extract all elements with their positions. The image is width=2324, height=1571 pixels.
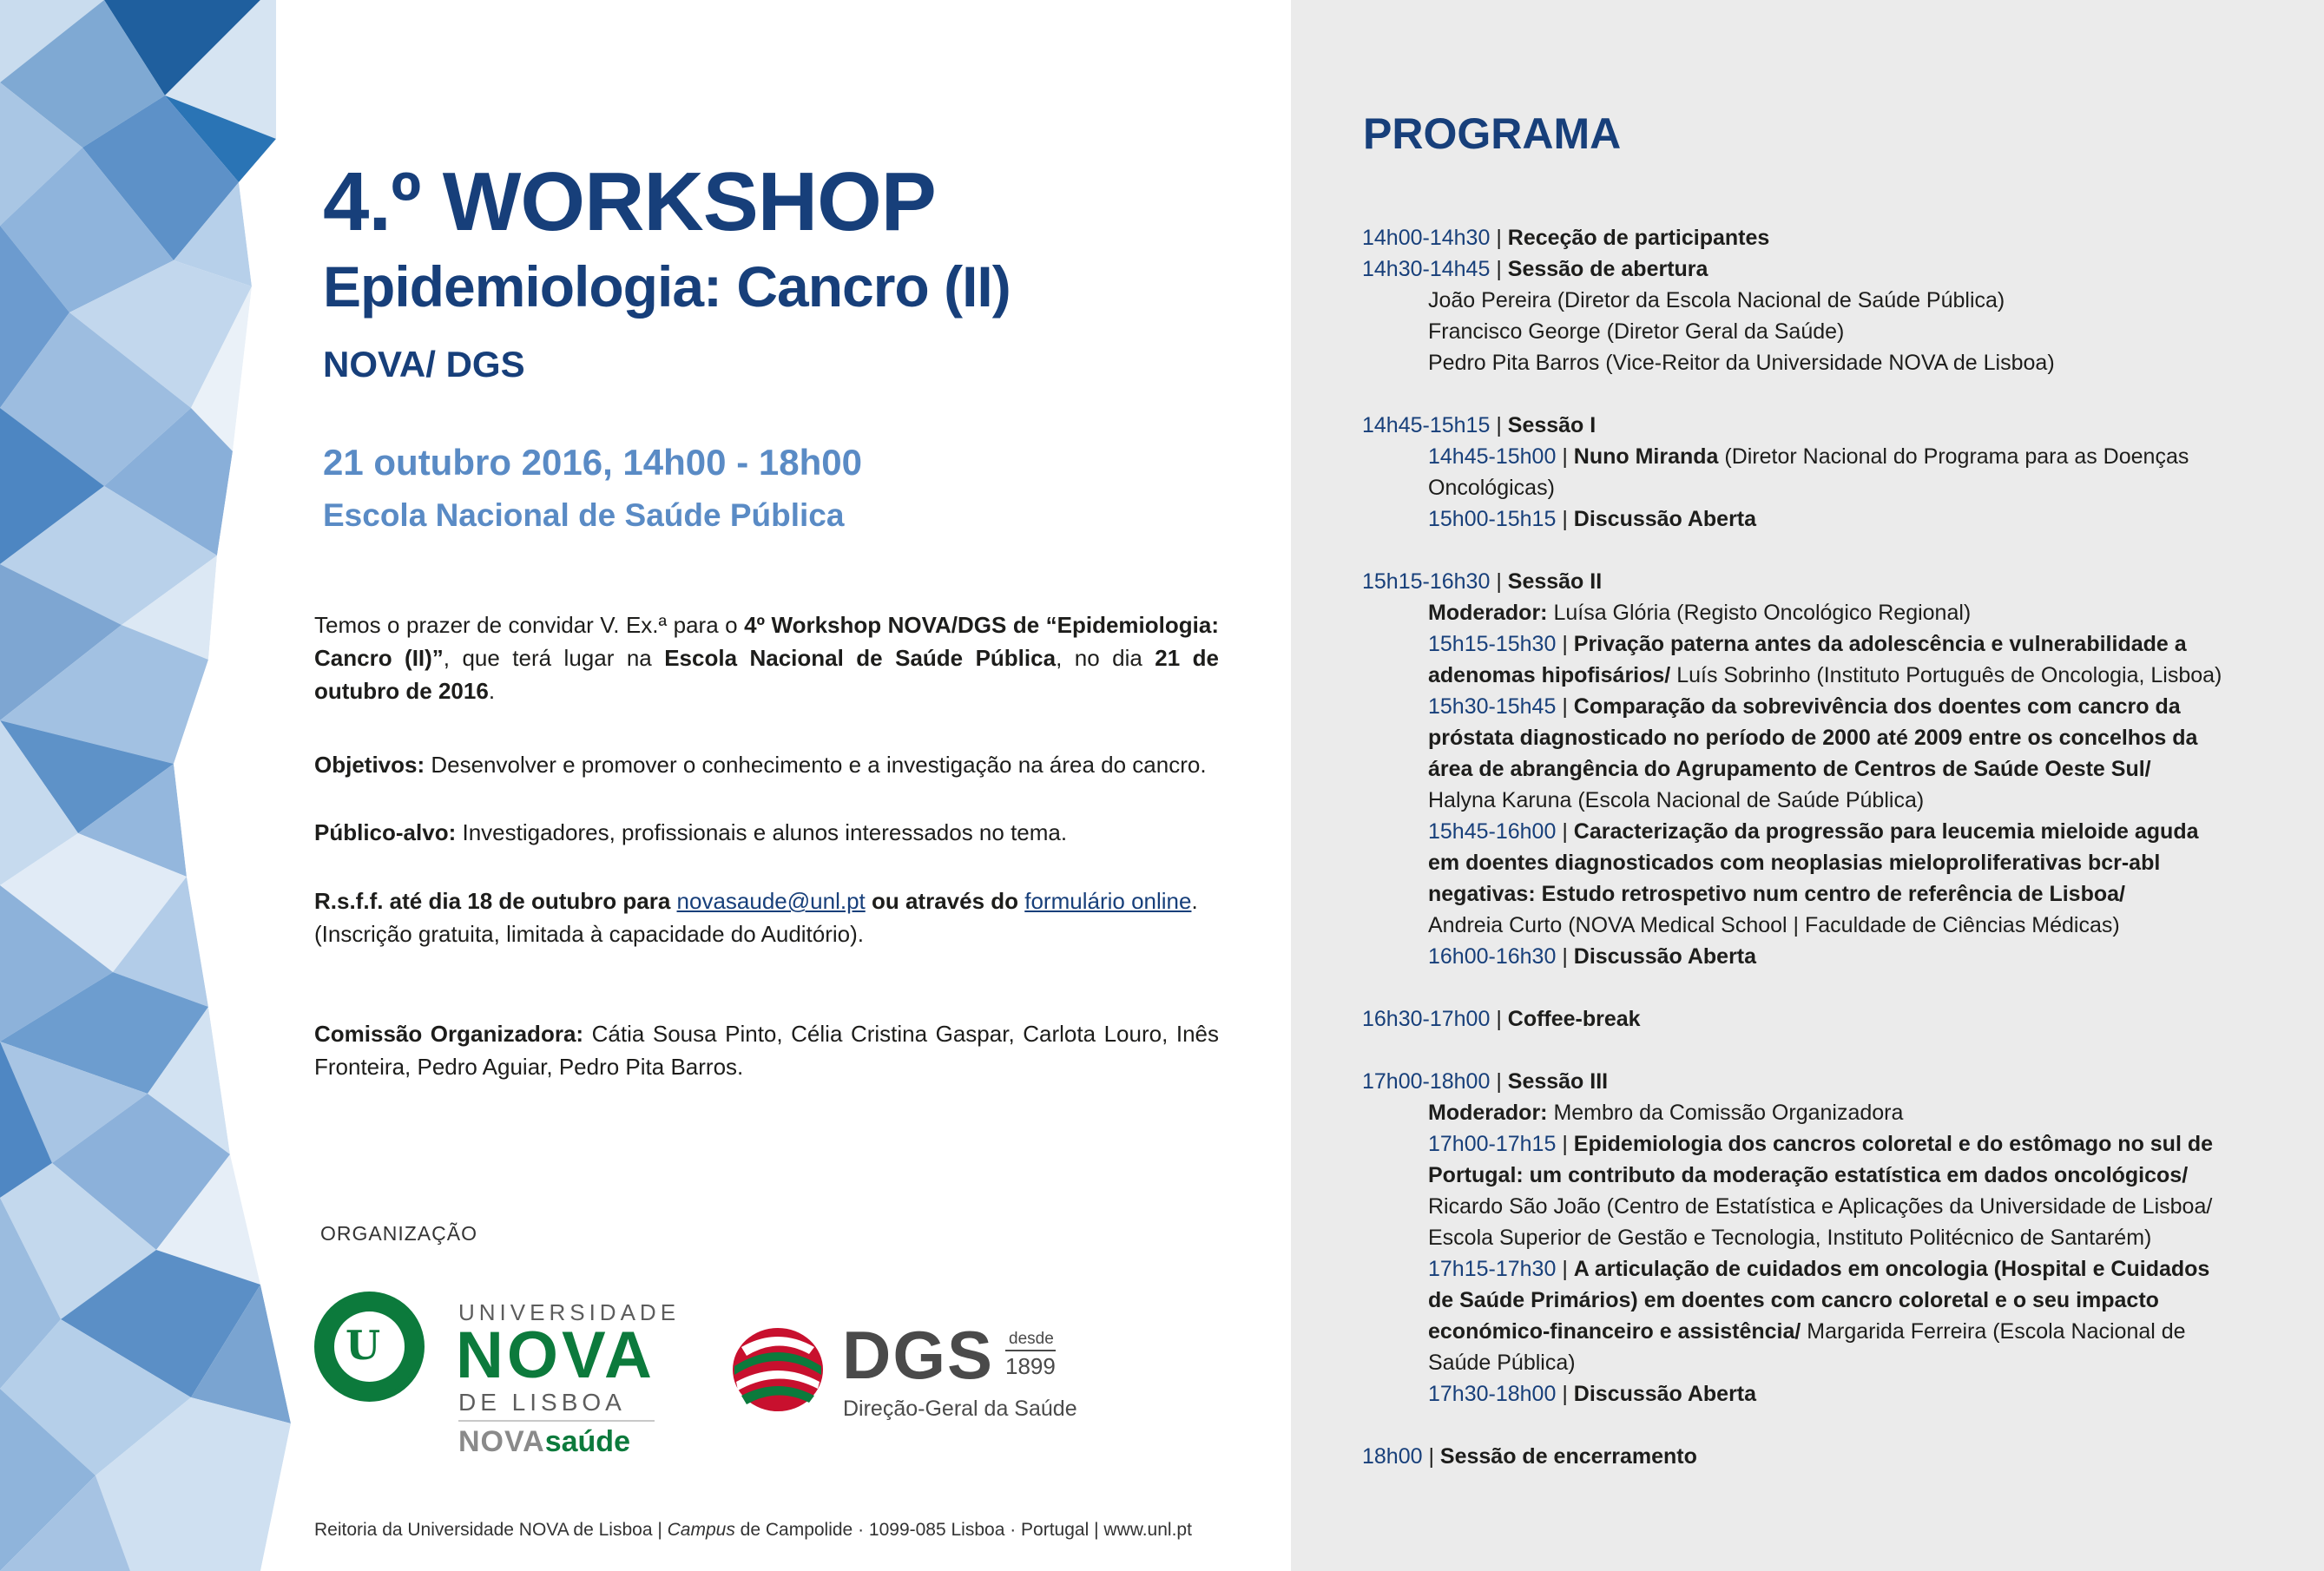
audience-text: Investigadores, profissionais e alunos interessados no tema. xyxy=(456,819,1068,845)
dgs-year: 1899 xyxy=(1005,1350,1056,1380)
unl-logo-line1: UNIVERSIDADE xyxy=(458,1299,681,1325)
footer-text: Reitoria da Universidade NOVA de Lisboa | xyxy=(314,1520,668,1540)
program-item: 17h00-18h00 | Sessão III xyxy=(1362,1069,1609,1094)
workshop-title: 4.º WORKSHOP xyxy=(323,155,936,248)
online-form-link[interactable]: formulário online xyxy=(1024,888,1192,914)
program-talk: 15h45-16h00 | Caracterização da progressão para leucemia mieloide aguda em doentes diagnosticados com neoplasias mieloproliferativas bcr-abl negativas: Estudo retrospetivo num centro de referência de Lisboa/ Andreia Curto (NOVA Medical School | Faculdade de Ciências Médicas) xyxy=(1428,819,2199,937)
dgs-full-name: Direção-Geral da Saúde xyxy=(843,1397,1077,1421)
dgs-emblem-icon xyxy=(729,1321,826,1418)
objectives-text: Desenvolver e promover o conhecimento e a investigação na área do cancro. xyxy=(425,752,1207,778)
dgs-since-label: desde xyxy=(1009,1330,1054,1348)
registration-text: ou através do xyxy=(865,888,1025,914)
footer-text: de Campolide · 1099-085 Lisboa · Portugal | www.unl.pt xyxy=(734,1520,1192,1540)
invitation-text: , que terá lugar na xyxy=(443,645,665,671)
program-item: 14h45-15h15 | Sessão I xyxy=(1362,413,1597,437)
dgs-wordmark: DGS xyxy=(842,1317,995,1393)
unl-logo-line2: NOVA xyxy=(456,1318,655,1392)
workshop-name: 4º Workshop NOVA/DGS de “Epidemiologia: Cancro (II)” xyxy=(314,612,1219,671)
program-title: PROGRAMA xyxy=(1363,109,1622,158)
program-item: 15h15-16h30 | Sessão II xyxy=(1362,569,1603,594)
audience-label: Público-alvo: xyxy=(314,819,457,845)
registration-note: (Inscrição gratuita, limitada à capacidade do Auditório). xyxy=(314,921,865,947)
objectives-paragraph xyxy=(314,748,1219,781)
unl-seal-icon: U xyxy=(314,1292,425,1402)
nova-saude-logo: NOVAsaúde xyxy=(458,1425,630,1458)
decorative-polygon-pattern xyxy=(0,0,313,1571)
registration-label: R.s.f.f. até dia 18 de outubro para xyxy=(314,888,677,914)
registration-paragraph xyxy=(314,884,1219,950)
audience-paragraph xyxy=(314,816,1219,849)
invitation-paragraph xyxy=(314,608,1219,707)
committee-members: Cátia Sousa Pinto, Célia Cristina Gaspar, Carlota Louro, Inês Fronteira, Pedro Aguiar, Pedro Pita Barros. xyxy=(314,1021,1219,1080)
dgs-logo xyxy=(729,1317,1077,1425)
footer xyxy=(314,1520,1192,1541)
program-talk: 14h45-15h00 | Nuno Miranda (Diretor Nacional do Programa para as Doenças Oncológicas) xyxy=(1428,444,2189,500)
unl-logo xyxy=(314,1292,681,1461)
venue-name: Escola Nacional de Saúde Pública xyxy=(664,645,1057,671)
program-talk: 15h00-15h15 | Discussão Aberta xyxy=(1428,507,1757,531)
program-speaker: João Pereira (Diretor da Escola Nacional de Saúde Pública) xyxy=(1428,288,2005,312)
invitation-text: . xyxy=(488,678,496,704)
program-talk: 17h15-17h30 | A articulação de cuidados em oncologia (Hospital e Cuidados de Saúde Primários) em doentes com cancro coloretal e o seu impacto económico-financeiro e assistência/ Margarida Ferreira (Escola Nacional de Saúde Pública) xyxy=(1428,1257,2210,1375)
invitation-text: , no dia xyxy=(1056,645,1155,671)
workshop-organizers: NOVA/ DGS xyxy=(323,344,525,385)
footer-text: Campus xyxy=(667,1520,735,1540)
program-speaker: Pedro Pita Barros (Vice-Reitor da Universidade NOVA de Lisboa) xyxy=(1428,351,2055,375)
invitation-text: Temos o prazer de convidar V. Ex.ª para o xyxy=(314,612,745,638)
program-talk: 15h30-15h45 | Comparação da sobrevivência dos doentes com cancro da próstata diagnosticado no período de 2000 até 2009 entre os concelhos da área de abrangência do Agrupamento de Centros de Saúde Oeste Sul/ Halyna Karuna (Escola Nacional de Saúde Pública) xyxy=(1428,694,2198,812)
workshop-subtitle: Epidemiologia: Cancro (II) xyxy=(323,254,1011,319)
program-item: 18h00 | Sessão de encerramento xyxy=(1362,1444,1697,1469)
program-item: 16h30-17h00 | Coffee-break xyxy=(1362,1007,1641,1031)
objectives-label: Objetivos: xyxy=(314,752,425,778)
program-speaker: Francisco George (Diretor Geral da Saúde) xyxy=(1428,319,1845,344)
divider xyxy=(458,1420,655,1422)
program-moderator: Moderador: Luísa Glória (Registo Oncológico Regional) xyxy=(1428,601,1972,625)
program-list xyxy=(1362,222,2317,1472)
workshop-venue: Escola Nacional de Saúde Pública xyxy=(323,497,845,533)
committee-label: Comissão Organizadora: xyxy=(314,1021,584,1047)
program-talk: 15h15-15h30 | Privação paterna antes da adolescência e vulnerabilidade a adenomas hipofisários/ Luís Sobrinho (Instituto Português de Oncologia, Lisboa) xyxy=(1428,632,2222,687)
registration-text: . xyxy=(1191,888,1198,914)
organization-label: ORGANIZAÇÃO xyxy=(320,1222,477,1245)
email-link[interactable]: novasaude@unl.pt xyxy=(676,888,866,914)
program-moderator: Moderador: Membro da Comissão Organizadora xyxy=(1428,1101,1904,1125)
workshop-date: 21 outubro 2016, 14h00 - 18h00 xyxy=(323,442,862,483)
program-item: 14h00-14h30 | Receção de participantes xyxy=(1362,226,1770,250)
program-talk: 17h30-18h00 | Discussão Aberta xyxy=(1428,1382,1757,1406)
program-talk: 17h00-17h15 | Epidemiologia dos cancros coloretal e do estômago no sul de Portugal: um contributo da moderação estatística em dados oncológicos/ Ricardo São João (Centro de Estatística e Aplicações da Universidade de Lisboa/ Escola Superior de Gestão e Tecnologia, Instituto Politécnico de Santarém) xyxy=(1428,1132,2214,1250)
program-panel xyxy=(1291,0,2324,1571)
unl-logo-line3: DE LISBOA xyxy=(458,1389,626,1416)
event-date: 21 de outubro de 2016 xyxy=(314,645,1219,704)
program-item: 14h30-14h45 | Sessão de abertura xyxy=(1362,257,1708,281)
program-talk: 16h00-16h30 | Discussão Aberta xyxy=(1428,944,1757,969)
committee-paragraph xyxy=(314,1017,1219,1083)
